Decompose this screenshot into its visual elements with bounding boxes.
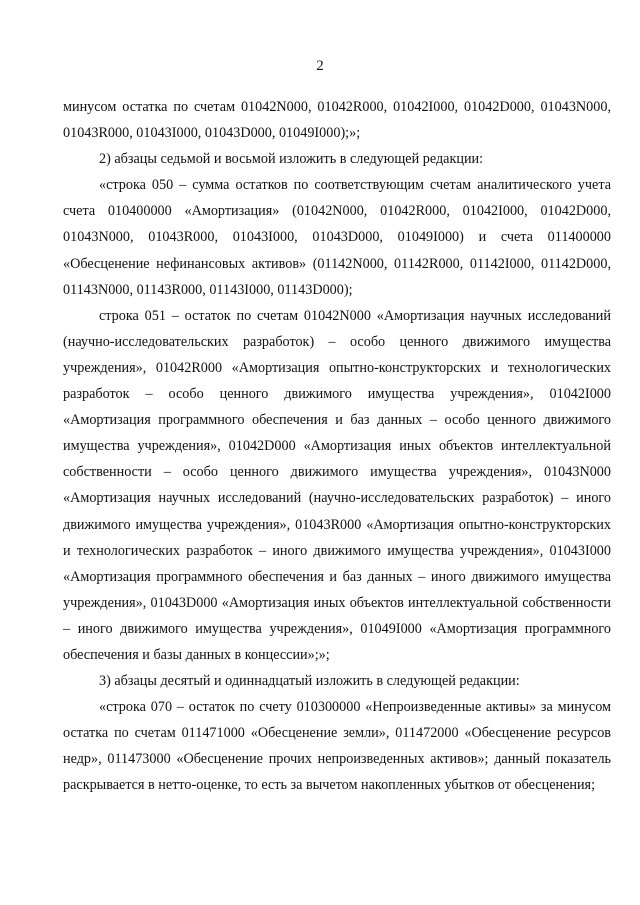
paragraph-item-2: 2) абзацы седьмой и восьмой изложить в следующей редакции: [99,151,484,168]
paragraph-line-051: строка 051 – остаток по счетам 01042N000 «Амортизация научных исследований (научно-исследовательских разработок) – особо ценного движимого имущества учреждения», 01042R000 «Амортизация опытно-конструкторских и технологических разработок – особо ценного движимого имущества учреждения», 01042I000 «Амортизация программного обеспечения и баз данных – особо ценного движимого имущества учреждения», 01042D000 «Амортизация иных объектов интеллектуальной собственности – особо ценного движимого имущества учреждения», 01043N000 «Амортизация научных исследований (научно-исследовательских разработок) – иного движимого имущества учреждения», 01043R000 «Амортизация опытно-конструкторских и технологических разработок – иного движимого имущества учреждения», 01043I000 «Амортизация программного обеспечения и баз данных – иного движимого имущества учреждения», 01043D000 «Амортизация иных объектов интеллектуальной собственности – иного движимого имущества учреждения», 01049I000 «Амортизация программного обеспечения и базы данных в концессии»;»; [63,307,611,663]
paragraph-line-050: «строка 050 – сумма остатков по соответствующим счетам аналитического учета счета 010400000 «Амортизация» (01042N000, 01042R000, 01042I000, 01042D000, 01043N000, 01043R000, 01043I000, 01043D000, 01049I000) и счета 011400000 «Обесценение нефинансовых активов» (01142N000, 01142R000, 01142I000, 01142D000, 01143N000, 01143R000, 01143I000, 01143D000); [63,177,611,298]
paragraph-line-070: «строка 070 – остаток по счету 010300000 «Непроизведенные активы» за минусом остатка по счетам 011471000 «Обесценение земли», 011472000 «Обесценение ресурсов недр», 011473000 «Обесценение прочих непроизведенных активов»; данный показатель раскрывается в нетто-оценке, то есть за вычетом накопленных убытков от обесценения; [63,699,611,794]
paragraph-item-3: 3) абзацы десятый и одиннадцатый изложить в следующей редакции: [99,673,520,690]
paragraph-continuation: минусом остатка по счетам 01042N000, 01042R000, 01042I000, 01042D000, 01043N000, 01043R000, 01043I000, 01043D000, 01049I000);»; [63,99,611,142]
document-body [63,94,611,799]
page-number: 2 [316,58,324,74]
